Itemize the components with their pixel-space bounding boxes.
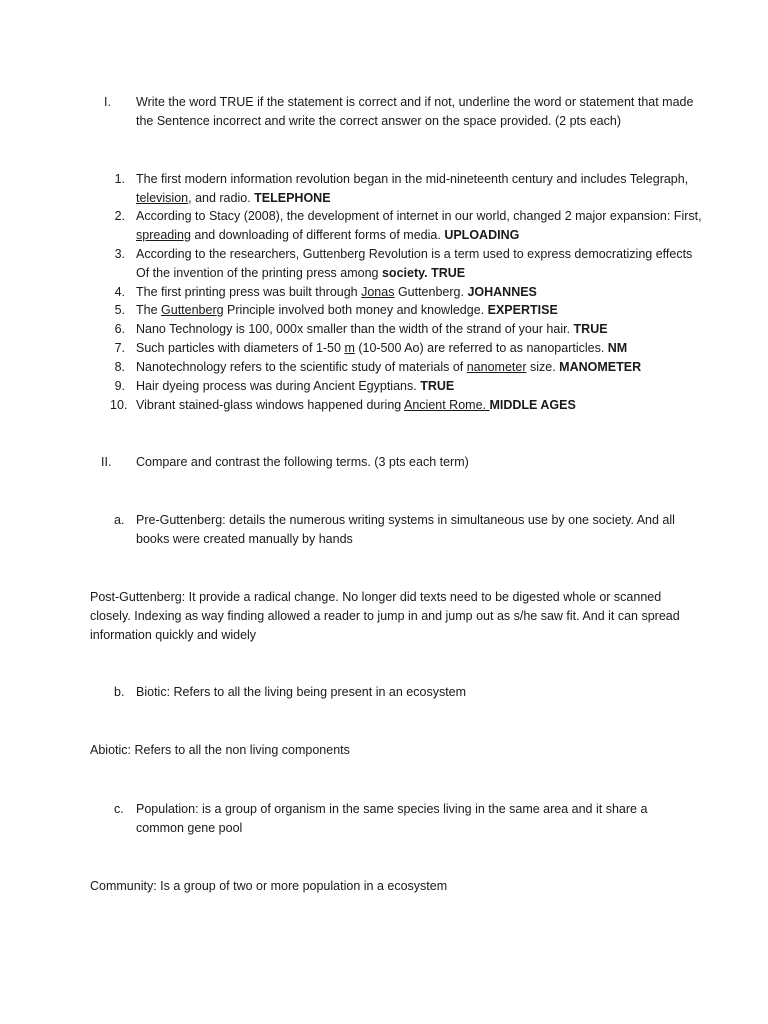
- item-a-letter: a.: [114, 513, 125, 527]
- statement-continuation: and downloading of different forms of media.: [190, 228, 445, 242]
- list-item-number: 10.: [110, 398, 128, 412]
- section-1-numeral: I.: [104, 95, 111, 109]
- list-item-text: [136, 207, 706, 245]
- list-item-text: [136, 283, 706, 302]
- section-2-instruction: Compare and contrast the following terms. (3 pts each term): [136, 455, 469, 469]
- statement-continuation: (10-500 Ao) are referred to as nanoparticles.: [354, 341, 608, 355]
- list-item-number: 7.: [114, 341, 125, 355]
- answer-text: TRUE: [420, 379, 455, 393]
- item-c-letter: c.: [114, 802, 124, 816]
- list-item-text: [136, 377, 706, 396]
- list-item-text: [136, 301, 706, 320]
- list-item-text: [136, 245, 706, 283]
- underlined-term: nanometer: [466, 360, 527, 374]
- statement-text: Vibrant stained-glass windows happened during: [136, 398, 405, 412]
- list-item-text: [136, 339, 706, 358]
- statement-text: The: [136, 303, 162, 317]
- section-2-numeral: II.: [101, 455, 112, 469]
- statement-text: Such particles with diameters of 1-50: [136, 341, 345, 355]
- answer-text: TRUE: [573, 322, 608, 336]
- statement-continuation: size.: [526, 360, 560, 374]
- statement-text: According to the researchers, Guttenberg Revolution is a term used to express democratizing effects Of the invention of the printing press among: [136, 247, 693, 280]
- answer-text: TELEPHONE: [254, 191, 331, 205]
- abiotic-text: Abiotic: Refers to all the non living components: [90, 743, 350, 757]
- list-item-number: 6.: [114, 322, 125, 336]
- answer-text: NM: [607, 341, 628, 355]
- list-item-number: 8.: [114, 360, 125, 374]
- list-item-number: 4.: [114, 285, 125, 299]
- community-text: Community: Is a group of two or more population in a ecosystem: [90, 879, 448, 893]
- list-item-number: 9.: [114, 379, 125, 393]
- statement-continuation: Guttenberg.: [394, 285, 468, 299]
- list-item-text: [136, 320, 706, 339]
- statement-continuation: , and radio.: [188, 191, 255, 205]
- statement-text: The first printing press was built through: [136, 285, 362, 299]
- answer-text: JOHANNES: [467, 285, 537, 299]
- list-item-number: 1.: [114, 172, 125, 186]
- list-item-text: [136, 358, 706, 377]
- list-item-number: 3.: [114, 247, 125, 261]
- underlined-term: television: [136, 191, 189, 205]
- answer-text: UPLOADING: [444, 228, 520, 242]
- underlined-term: Guttenberg: [161, 303, 224, 317]
- statement-text: Nano Technology is 100, 000x smaller than the width of the strand of your hair.: [136, 322, 574, 336]
- underlined-term: Ancient Rome.: [404, 398, 490, 412]
- list-item-text: [136, 396, 706, 415]
- underlined-term: Jonas: [361, 285, 395, 299]
- underlined-term: spreading: [136, 228, 191, 242]
- biotic-text: Biotic: Refers to all the living being present in an ecosystem: [136, 685, 467, 699]
- answer-text: society. TRUE: [381, 266, 466, 280]
- list-item-text: [136, 170, 706, 208]
- list-item-number: 5.: [114, 303, 125, 317]
- section-1-instruction: Write the word TRUE if the statement is correct and if not, underline the word or statement that made the Sentence incorrect and write the correct answer on the space provided. (2 pts each): [136, 95, 694, 128]
- statement-text: Nanotechnology refers to the scientific study of materials of: [136, 360, 467, 374]
- statement-text: Hair dyeing process was during Ancient Egyptians.: [136, 379, 421, 393]
- list-item-number: 2.: [114, 209, 125, 223]
- statement-continuation: Principle involved both money and knowledge.: [223, 303, 488, 317]
- answer-text: MANOMETER: [559, 360, 642, 374]
- statement-text: The first modern information revolution began in the mid-nineteenth century and includes Telegraph,: [136, 172, 689, 186]
- underlined-term: m: [344, 341, 355, 355]
- answer-text: MIDDLE AGES: [489, 398, 576, 412]
- post-guttenberg-text: Post-Guttenberg: It provide a radical change. No longer did texts need to be digested whole or scanned closely. Indexing as way finding allowed a reader to jump in and jump out as s/he saw fit. And it can spread information quickly and widely: [90, 590, 680, 642]
- answer-text: EXPERTISE: [487, 303, 558, 317]
- item-b-letter: b.: [114, 685, 125, 699]
- population-text: Population: is a group of organism in the same species living in the same area and it share a common gene pool: [136, 802, 648, 835]
- statement-text: According to Stacy (2008), the development of internet in our world, changed 2 major expansion: First,: [136, 209, 702, 223]
- pre-guttenberg-text: Pre-Guttenberg: details the numerous writing systems in simultaneous use by one society. And all books were created manually by hands: [136, 513, 675, 546]
